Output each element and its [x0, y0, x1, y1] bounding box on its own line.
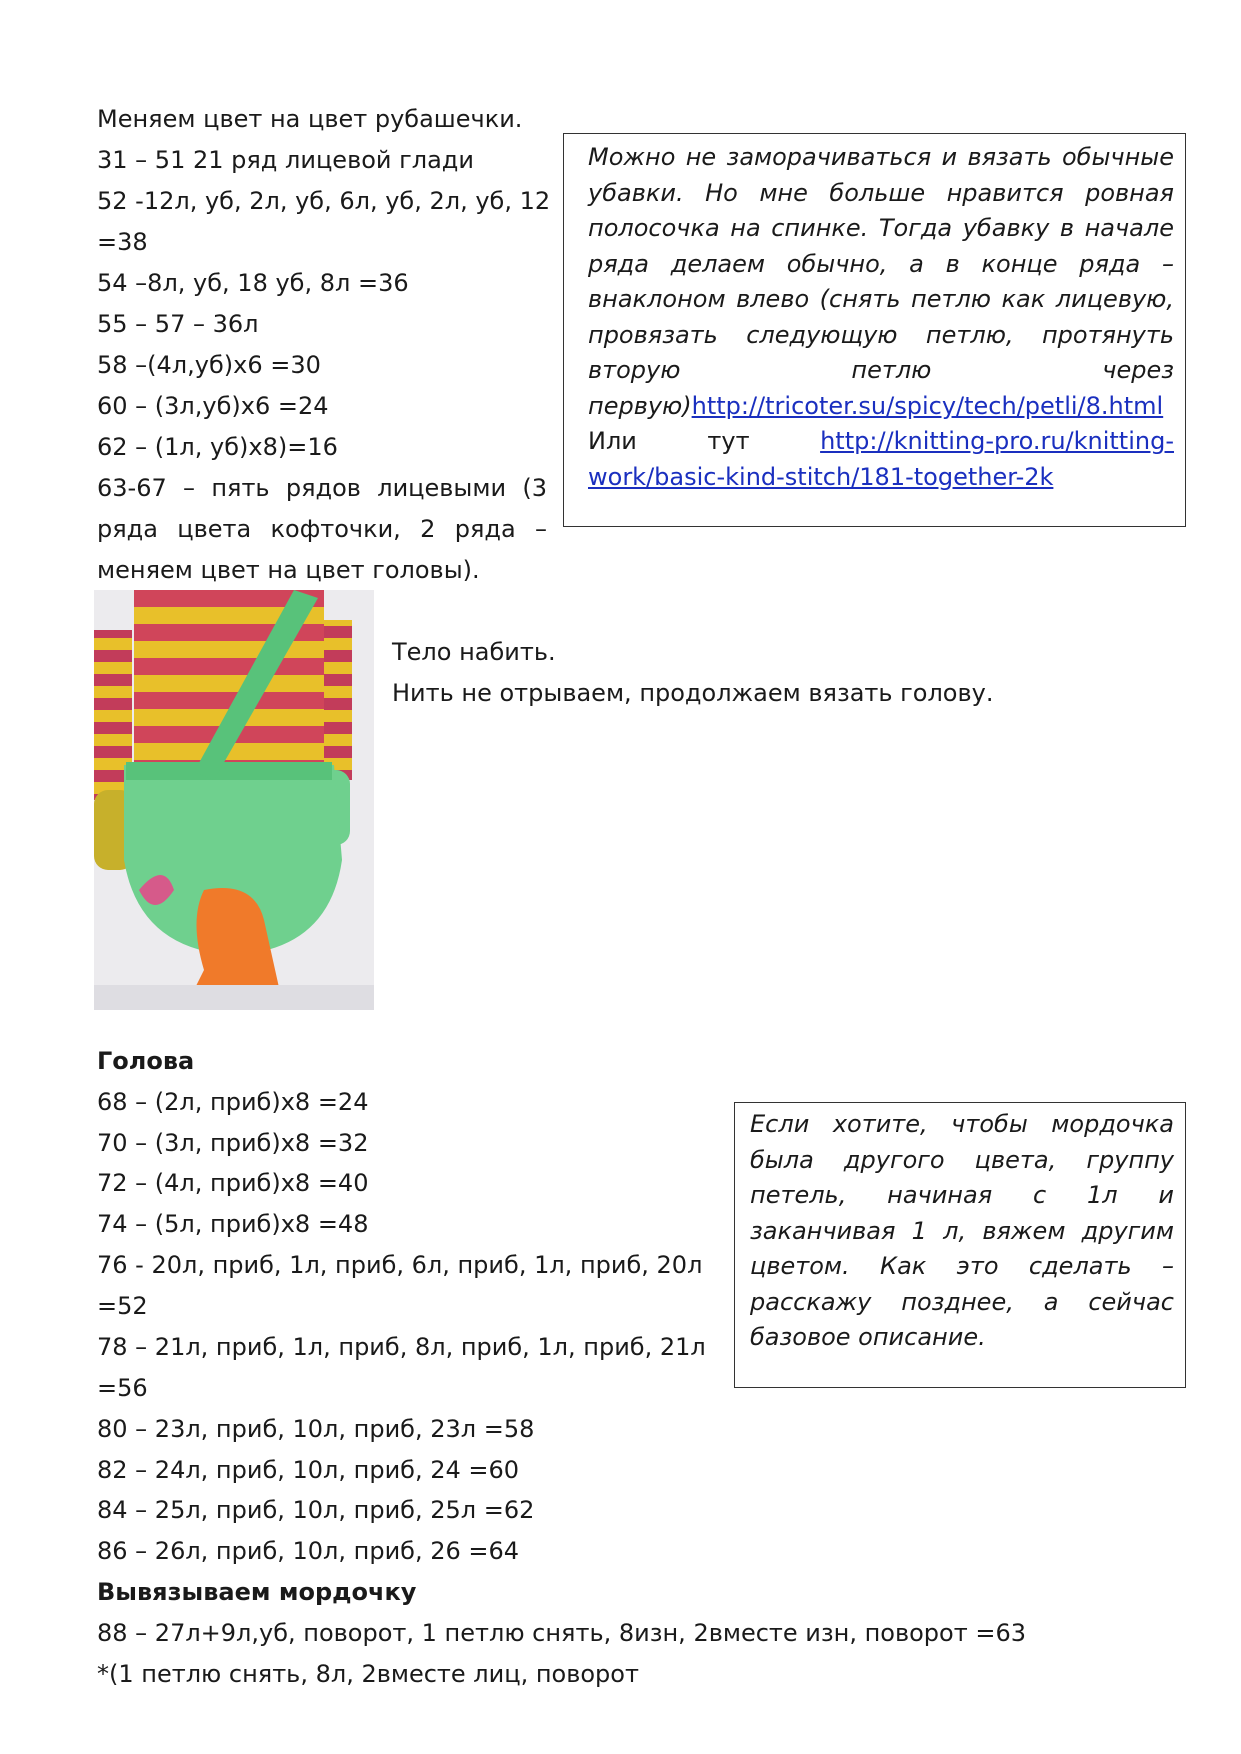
- text-line: 70 – (3л, приб)х8 =32: [97, 1129, 369, 1157]
- text-line: 52 -12л, уб, 2л, уб, 6л, уб, 2л, уб, 12: [97, 187, 551, 215]
- paragraph-rows-63-67: 63-67 – пять рядов лицевыми (3 ряда цвета кофточки, 2 ряда – меняем цвет на цвет головы).: [97, 474, 547, 584]
- text-line: *(1 петлю снять, 8л, 2вместе лиц, поворот: [97, 1660, 639, 1688]
- text-line: =56: [97, 1374, 148, 1402]
- text-line: 78 – 21л, приб, 1л, приб, 8л, приб, 1л, приб, 21л: [97, 1333, 706, 1361]
- text-line: 82 – 24л, приб, 10л, приб, 24 =60: [97, 1456, 520, 1484]
- text-line: 72 – (4л, приб)х8 =40: [97, 1169, 369, 1197]
- section-title-muzzle: Вывязываем мордочку: [97, 1578, 417, 1606]
- note-box-muzzle-color: [734, 1102, 1186, 1388]
- text-line: 55 – 57 – 36л: [97, 310, 259, 338]
- text-line: 76 - 20л, приб, 1л, приб, 6л, приб, 1л, приб, 20л: [97, 1251, 703, 1279]
- text-line: 54 –8л, уб, 18 уб, 8л =36: [97, 269, 409, 297]
- text-line: =52: [97, 1292, 148, 1320]
- note-text: Если хотите, чтобы мордочка была другого цвета, группу петель, начиная с 1л и заканчивая 1 л, вяжем другим цветом. Как это сделать – расскажу позднее, а сейчас базовое описание.: [750, 1110, 1174, 1351]
- text-line: Меняем цвет на цвет рубашечки.: [97, 105, 523, 133]
- text-line: 60 – (3л,уб)х6 =24: [97, 392, 329, 420]
- text-line: 58 –(4л,уб)х6 =30: [97, 351, 321, 379]
- link-knitting-pro[interactable]: http://knitting-pro.ru/knitting-work/basic-kind-stitch/181-together-2k: [588, 427, 1174, 491]
- text-line: 80 – 23л, приб, 10л, приб, 23л =58: [97, 1415, 535, 1443]
- text-line: 62 – (1л, уб)х8)=16: [97, 433, 338, 461]
- link-tricoter[interactable]: http://tricoter.su/spicy/tech/petli/8.html: [691, 391, 1164, 420]
- note-body: Можно не заморачиваться и вязать обычные убавки. Но мне больше нравится ровная полосочка на спинке. Тогда убавку в начале ряда делаем обычно, а в конце ряда – внаклоном влево (снять петлю как лицевую, провязать следующую петлю, протянуть вторую петлю через первую): [588, 143, 1174, 420]
- text-line: =38: [97, 228, 148, 256]
- note-box-decrease: [563, 133, 1186, 527]
- text-line: 31 – 51 21 ряд лицевой глади: [97, 146, 474, 174]
- text-line: 68 – (2л, приб)х8 =24: [97, 1088, 369, 1116]
- text-line: 86 – 26л, приб, 10л, приб, 26 =64: [97, 1537, 520, 1565]
- text-line: 84 – 25л, приб, 10л, приб, 25л =62: [97, 1496, 535, 1524]
- text-continue-head: Нить не отрываем, продолжаем вязать голову.: [392, 679, 994, 707]
- text-line: 88 – 27л+9л,уб, поворот, 1 петлю снять, 8изн, 2вместе изн, поворот =63: [97, 1619, 1026, 1647]
- section-title-head: Голова: [97, 1047, 195, 1075]
- text-stuff-body: Тело набить.: [392, 638, 556, 666]
- knitted-toy-photo: [94, 590, 374, 1010]
- note-text: [588, 140, 1174, 495]
- note-or-text: Или тут: [588, 427, 821, 455]
- text-line: 74 – (5л, приб)х8 =48: [97, 1210, 369, 1238]
